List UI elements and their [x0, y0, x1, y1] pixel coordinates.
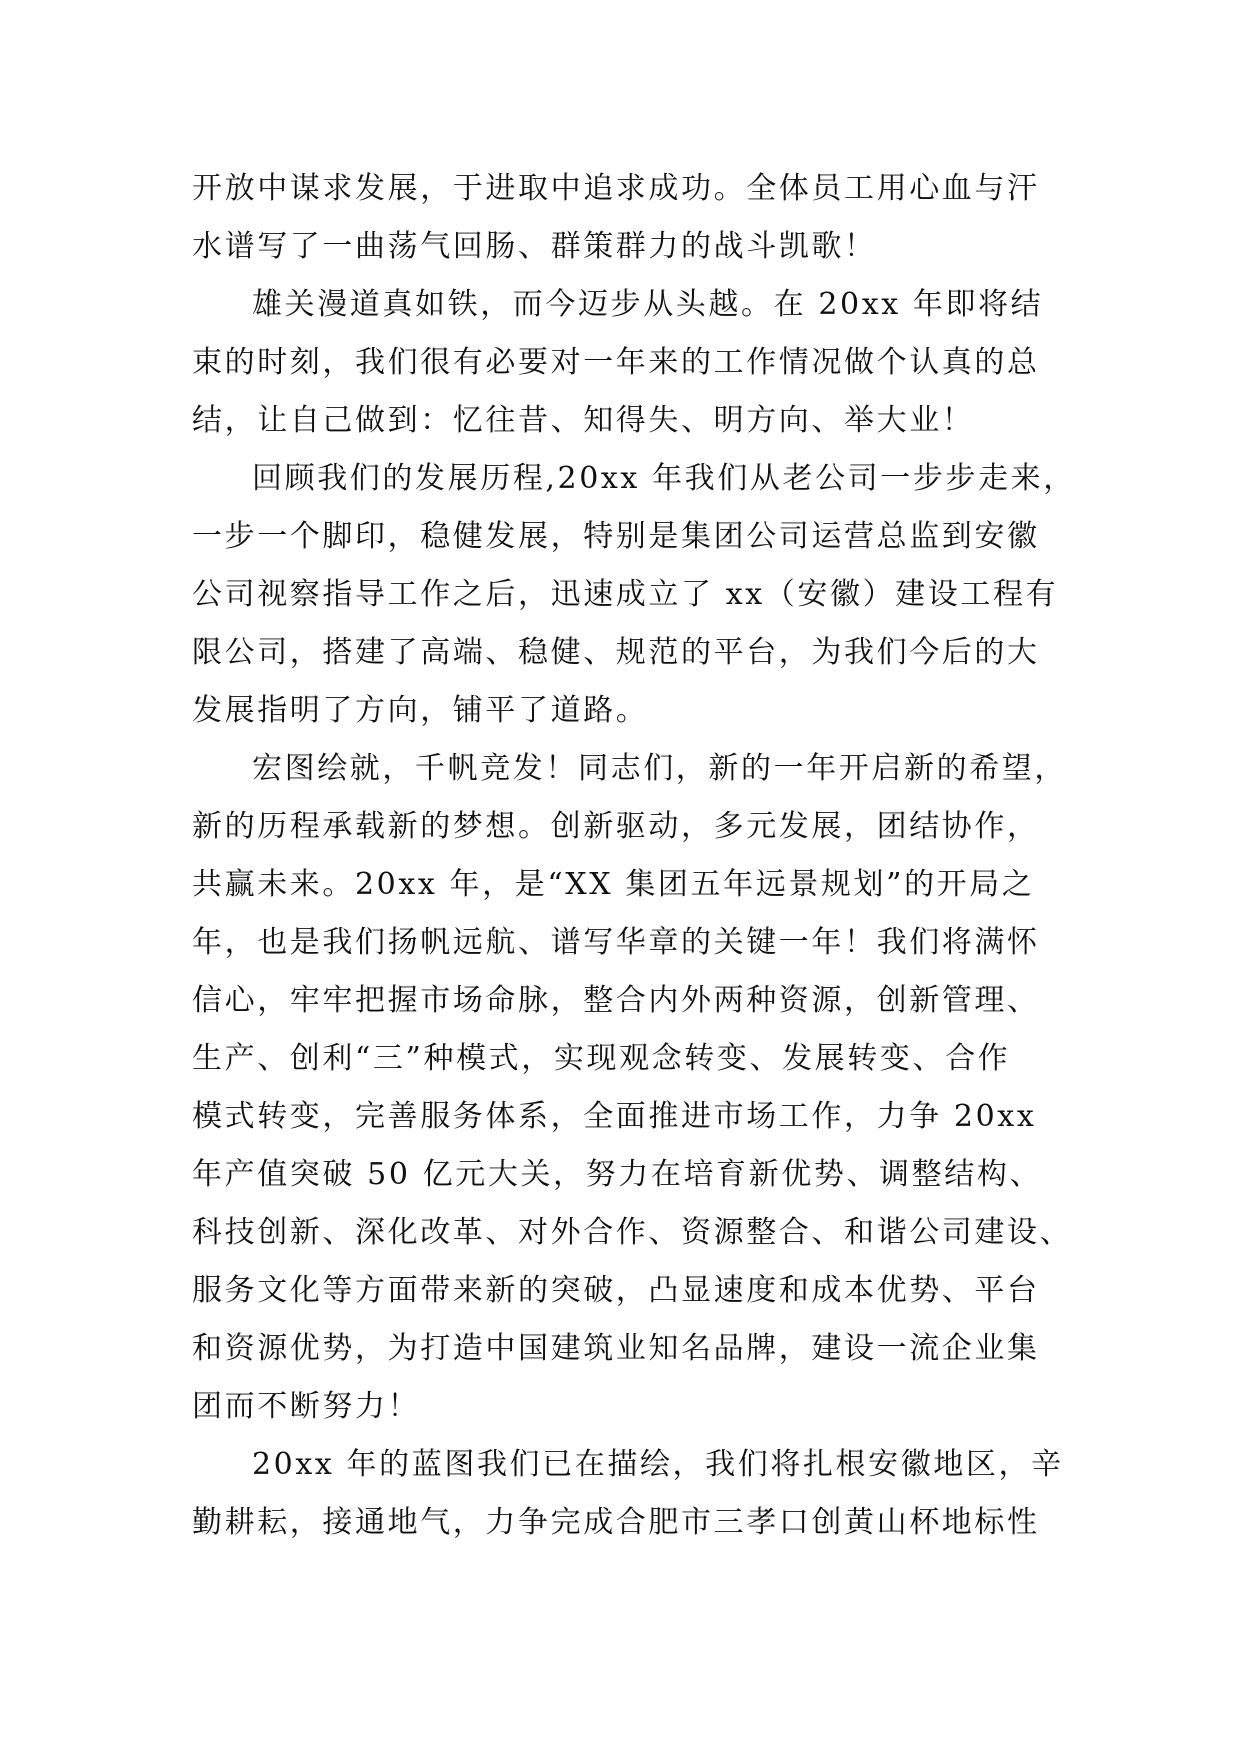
text-line: 共赢未来。20xx 年，是“XX 集团五年远景规划”的开局之 — [192, 867, 1035, 902]
text-line: 结，让自己做到：忆往昔、知得失、明方向、举大业！ — [192, 403, 975, 438]
text-line: 束的时刻，我们很有必要对一年来的工作情况做个认真的总 — [192, 345, 1040, 380]
text-line: 年产值突破 50 亿元大关，努力在培育新优势、调整结构、 — [192, 1157, 1043, 1192]
text-line: 雄关漫道真如铁，而今迈步从头越。在 20xx 年即将结 — [252, 287, 1044, 322]
text-line: 服务文化等方面带来新的突破，凸显速度和成本优势、平台 — [192, 1273, 1040, 1308]
text-line: 水谱写了一曲荡气回肠、群策群力的战斗凯歌！ — [192, 229, 877, 264]
text-line: 一步一个脚印，稳健发展，特别是集团公司运营总监到安徽 — [192, 519, 1040, 554]
text-line: 发展指明了方向，铺平了道路。 — [192, 693, 649, 728]
text-line: 和资源优势，为打造中国建筑业知名品牌，建设一流企业集 — [192, 1331, 1040, 1366]
text-line: 回顾我们的发展历程,20xx 年我们从老公司一步步走来， — [252, 461, 1076, 496]
paragraph — [192, 740, 1073, 1436]
paragraph — [192, 1436, 1064, 1552]
text-line: 公司视察指导工作之后，迅速成立了 xx（安徽）建设工程有 — [192, 577, 1059, 612]
text-line: 勤耕耘，接通地气，力争完成合肥市三孝口创黄山杯地标性 — [192, 1505, 1040, 1540]
text-line: 限公司，搭建了高端、稳健、规范的平台，为我们今后的大 — [192, 635, 1040, 670]
paragraph — [192, 450, 1076, 740]
text-line: 开放中谋求发展，于进取中追求成功。全体员工用心血与汗 — [192, 171, 1040, 206]
text-line: 20xx 年的蓝图我们已在描绘，我们将扎根安徽地区，辛 — [252, 1447, 1064, 1482]
text-line: 信心，牢牢把握市场命脉，整合内外两种资源，创新管理、 — [192, 983, 1040, 1018]
text-line: 生产、创利“三”种模式，实现观念转变、发展转变、合作 — [192, 1041, 1011, 1076]
text-line: 团而不断努力！ — [192, 1389, 421, 1424]
document-body — [192, 160, 1076, 1552]
text-line: 模式转变，完善服务体系，全面推进市场工作，力争 20xx — [192, 1099, 1037, 1134]
text-line: 年，也是我们扬帆远航、谱写华章的关键一年！我们将满怀 — [192, 925, 1040, 960]
text-line: 新的历程承载新的梦想。创新驱动，多元发展，团结协作， — [192, 809, 1040, 844]
text-line: 宏图绘就，千帆竞发！同志们，新的一年开启新的希望， — [252, 751, 1067, 786]
paragraph — [192, 160, 1052, 276]
text-line: 科技创新、深化改革、对外合作、资源整合、和谐公司建设、 — [192, 1215, 1073, 1250]
paragraph — [192, 276, 1052, 450]
